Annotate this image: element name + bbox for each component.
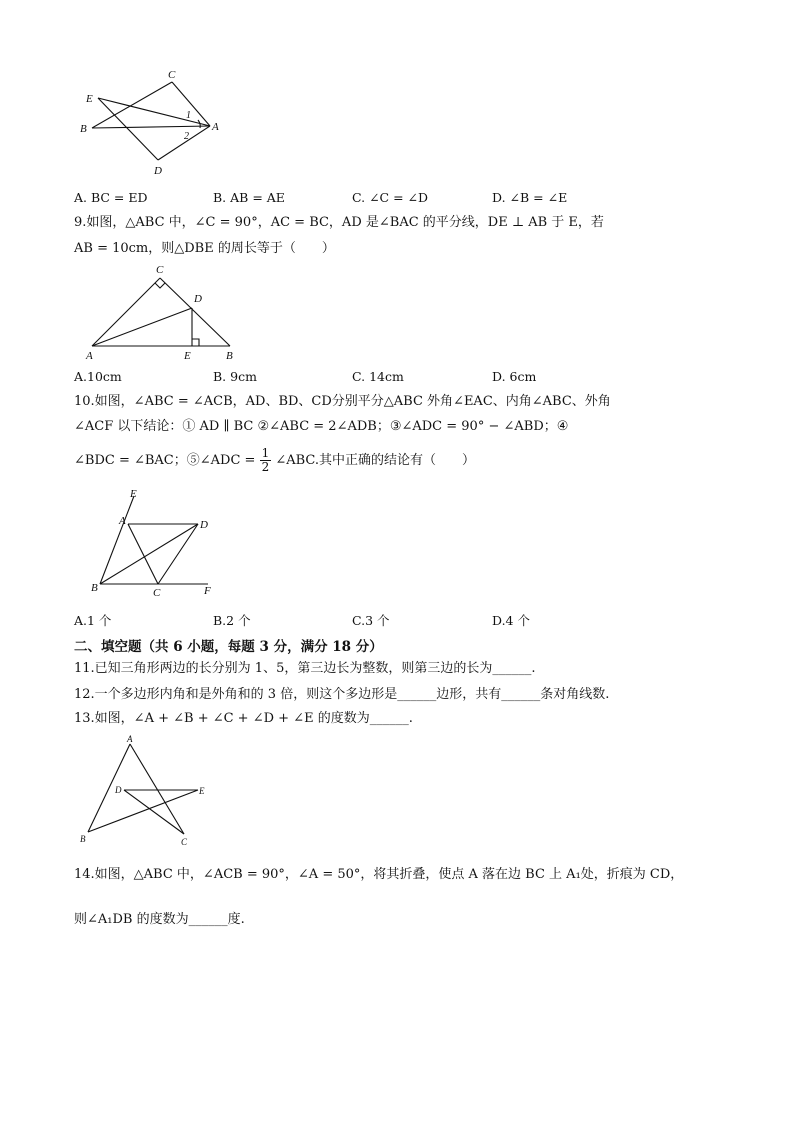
label-d: D (115, 785, 122, 795)
figure-q8 (70, 62, 230, 182)
q10-option-a[interactable]: A.1 个 (74, 613, 112, 628)
q13-text: 13.如图，∠A + ∠B + ∠C + ∠D + ∠E 的度数为______. (74, 711, 413, 726)
label-a: A (127, 734, 133, 744)
label-f: F (204, 585, 211, 597)
q9-option-a[interactable]: A.10cm (74, 369, 122, 384)
label-e: E (184, 350, 191, 362)
q9-line1: 9.如图，△ABC 中，∠C = 90°，AC = BC，AD 是∠BAC 的平分线，DE ⊥ AB 于 E，若 (74, 215, 604, 230)
q8-option-b[interactable]: B. AB = AE (213, 190, 285, 205)
figure-q13 (72, 732, 222, 850)
label-a: A (86, 350, 93, 362)
q9-option-b[interactable]: B. 9cm (213, 369, 257, 384)
q9-option-c[interactable]: C. 14cm (352, 369, 404, 384)
label-d: D (200, 519, 208, 531)
q8-option-d[interactable]: D. ∠B = ∠E (492, 190, 568, 205)
label-1: 1 (186, 110, 191, 121)
q9-option-d[interactable]: D. 6cm (492, 369, 537, 384)
q12-text: 12.一个多边形内角和是外角和的 3 倍，则这个多边形是______边形，共有______条对角线数. (74, 687, 610, 702)
q8-option-a[interactable]: A. BC = ED (74, 190, 148, 205)
q10-line2: ∠ACF 以下结论：① AD ∥ BC ②∠ABC = 2∠ADB；③∠ADC = 90° − ∠ABD；④ (74, 419, 569, 434)
q11-text: 11.已知三角形两边的长分别为 1、5，第三边长为整数，则第三边的长为______. (74, 661, 536, 676)
label-b: B (80, 834, 86, 844)
q14-line2: 则∠A₁DB 的度数为______度. (74, 912, 245, 927)
label-b: B (80, 123, 87, 135)
label-d: D (194, 293, 202, 305)
fraction-one-half: $\frac{1}{2}$ (261, 446, 270, 474)
q14-line1: 14.如图，△ABC 中，∠ACB = 90°，∠A = 50°，将其折叠，使点 A 落在边 BC 上 A₁处，折痕为 CD， (74, 867, 684, 882)
label-e: E (86, 93, 93, 105)
label-a: A (119, 515, 126, 527)
label-c: C (156, 264, 164, 276)
q10-line3 (74, 444, 475, 478)
label-b: B (91, 582, 98, 594)
q9-line2: AB = 10cm，则△DBE 的周长等于（ ） (74, 241, 335, 256)
q10-line3-part2: ∠ABC.其中正确的结论有（ ） (275, 453, 476, 468)
label-e: E (130, 488, 137, 500)
figure-q10 (86, 486, 226, 600)
q10-option-d[interactable]: D.4 个 (492, 613, 530, 628)
q10-line1: 10.如图，∠ABC = ∠ACB，AD、BD、CD分别平分△ABC 外角∠EAC、内角∠ABC、外角 (74, 394, 611, 409)
label-b: B (226, 350, 233, 362)
label-c: C (153, 587, 161, 599)
label-e: E (199, 786, 205, 796)
figure-q9 (80, 260, 250, 366)
label-c: C (168, 69, 176, 81)
q10-option-b[interactable]: B.2 个 (213, 613, 251, 628)
q10-option-c[interactable]: C.3 个 (352, 613, 390, 628)
label-a: A (212, 121, 219, 133)
label-c: C (181, 837, 188, 847)
label-2: 2 (184, 131, 189, 142)
section-fill-in-title: 二、填空题（共 6 小题，每题 3 分，满分 18 分） (74, 639, 383, 655)
label-d: D (154, 165, 162, 177)
q8-option-c[interactable]: C. ∠C = ∠D (352, 190, 429, 205)
q10-line3-part1: ∠BDC = ∠BAC；⑤∠ADC = (74, 453, 256, 468)
